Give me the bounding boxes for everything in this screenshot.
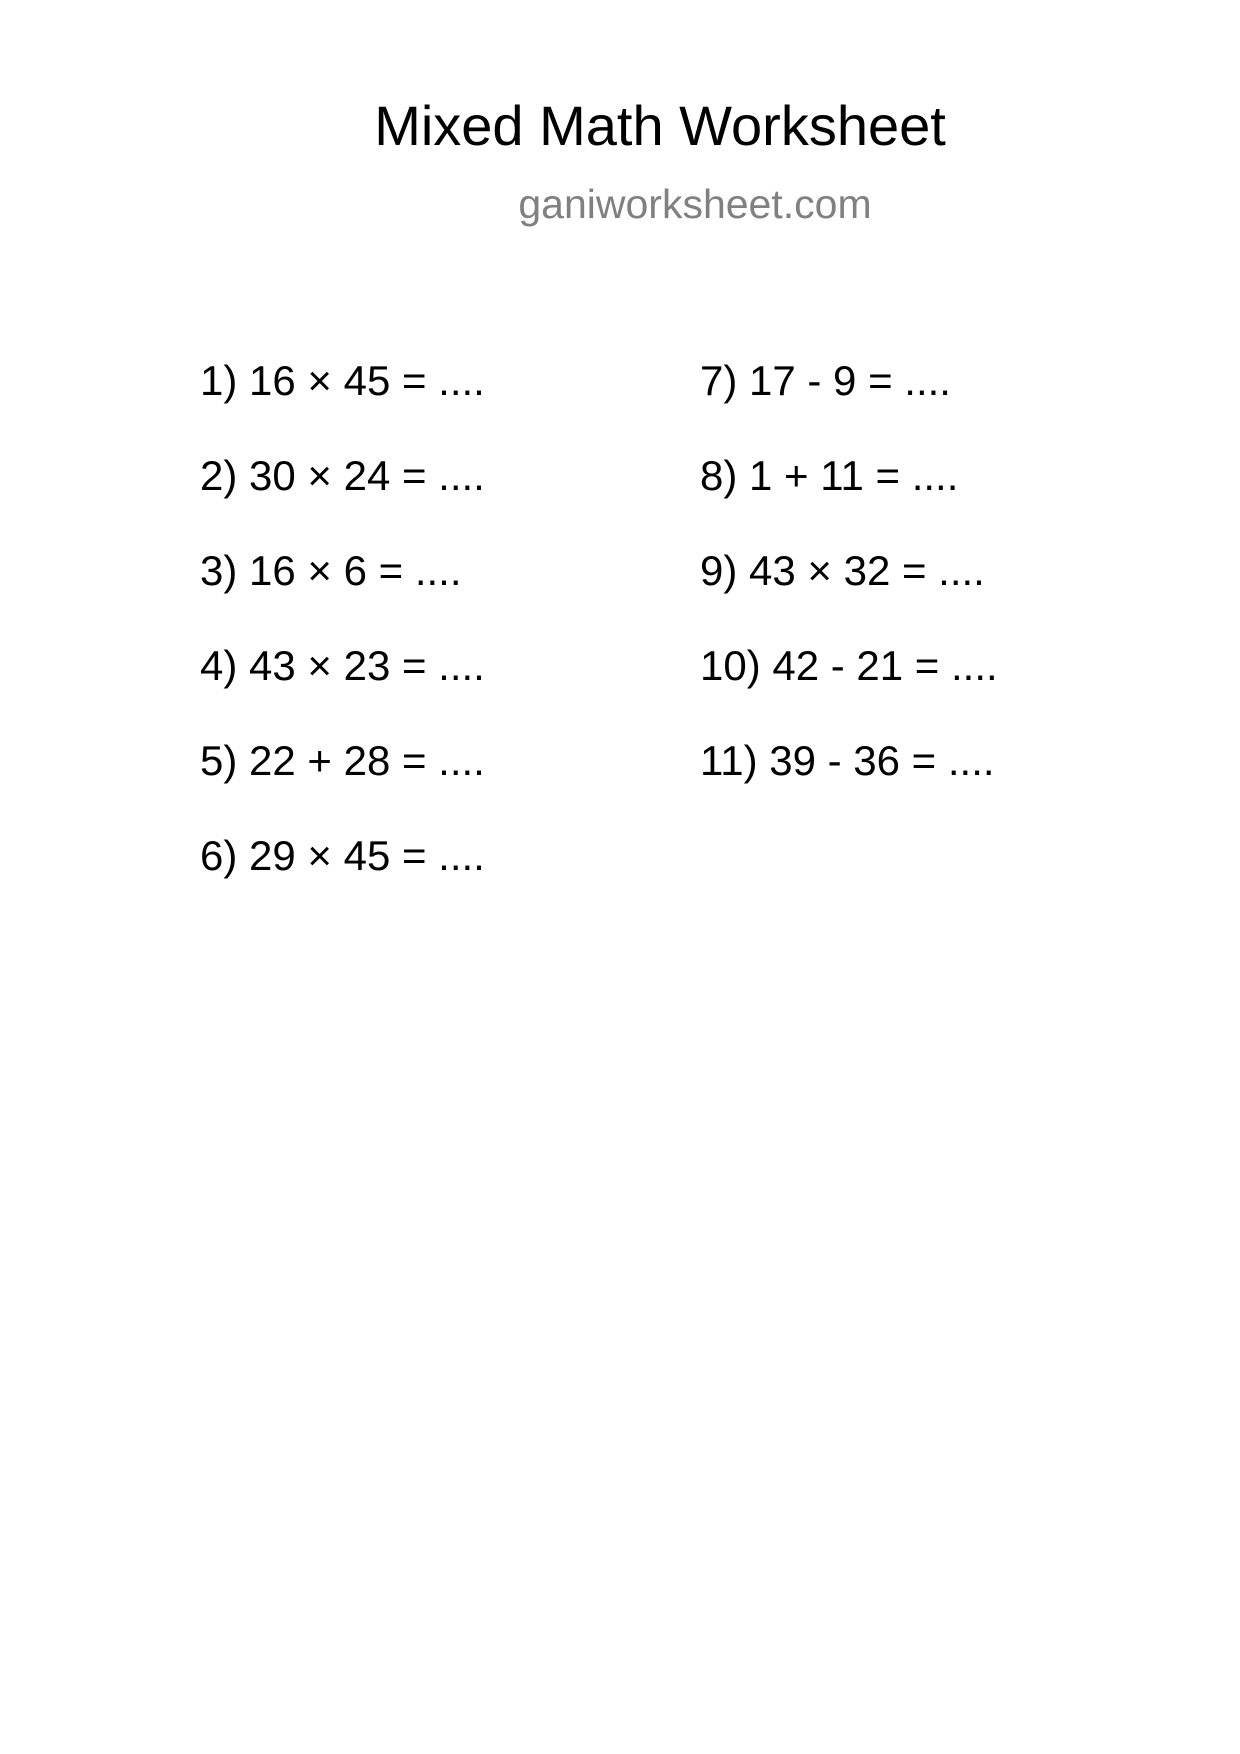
problem-item: 6) 29 × 45 = ....: [200, 832, 485, 879]
website-url: ganiworksheet.com: [518, 181, 872, 227]
problem-item: 7) 17 - 9 = ....: [700, 357, 951, 404]
problem-item: 3) 16 × 6 = ....: [200, 547, 462, 594]
problem-item: 8) 1 + 11 = ....: [700, 452, 959, 499]
problem-item: 9) 43 × 32 = ....: [700, 547, 985, 594]
worksheet-title: Mixed Math Worksheet: [374, 94, 946, 157]
problem-item: 2) 30 × 24 = ....: [200, 452, 485, 499]
problem-item: 5) 22 + 28 = ....: [200, 737, 485, 784]
problem-item: 1) 16 × 45 = ....: [200, 357, 485, 404]
problem-item: 4) 43 × 23 = ....: [200, 642, 485, 689]
problem-item: 11) 39 - 36 = ....: [700, 737, 995, 784]
problem-item: 10) 42 - 21 = ....: [700, 642, 998, 689]
